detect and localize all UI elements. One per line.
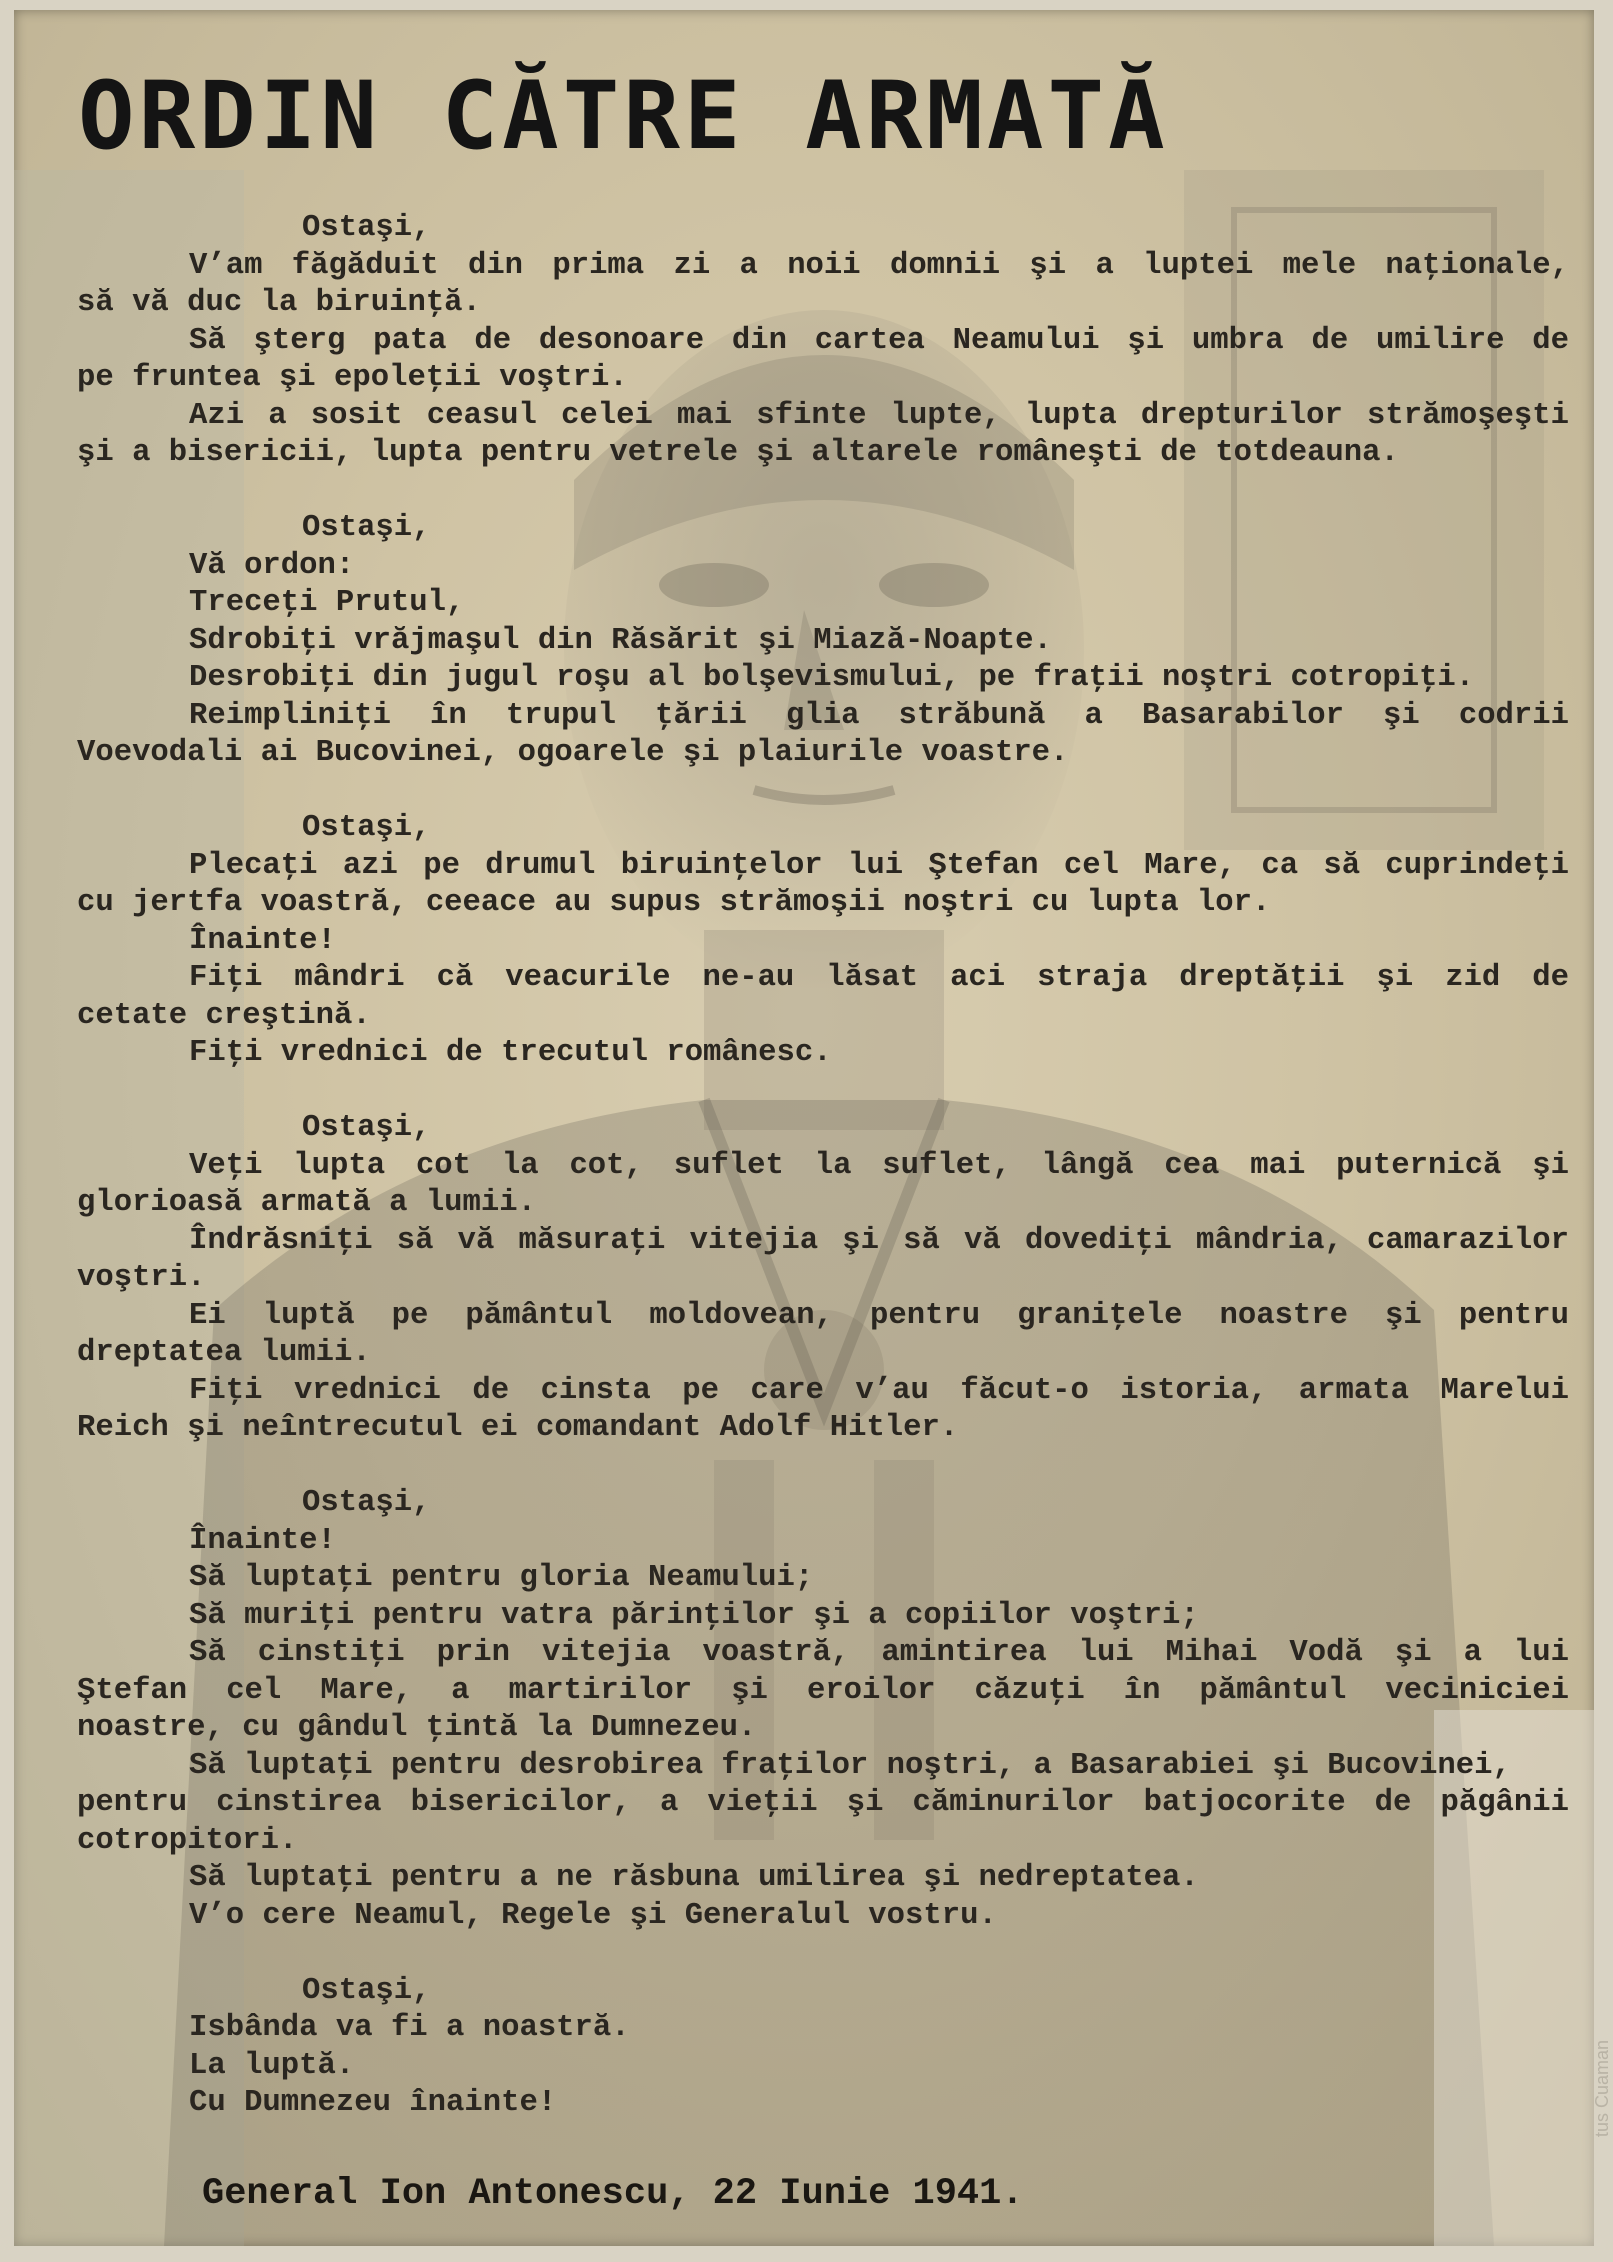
text-line: Desrobiţi din jugul roşu al bolşevismului, pe fraţii noştri cotropiţi. (189, 661, 1475, 695)
order-text-body (77, 210, 1569, 2160)
text-line: Cu Dumnezeu înainte! (189, 2086, 557, 2120)
text-line: Înainte! (189, 1523, 336, 1558)
signature-line: General Ion Antonescu, 22 Iunie 1941. (202, 2173, 1024, 2215)
poster-page (14, 10, 1612, 2246)
salutation-line: Ostaşi, (302, 1973, 431, 2008)
text-line: glorioasă armată a lumii. (77, 1186, 536, 1220)
text-line: dreptatea lumii. (77, 1336, 371, 1370)
text-line: V’am făgăduit din prima zi a noii domnii şi a luptei mele naţionale, (189, 248, 1569, 283)
text-line: Reimpliniţi în trupul ţării glia străbună a Basarabilor şi codrii (189, 698, 1569, 733)
text-line: Fiţi mândri că veacurile ne-au lăsat aci straja dreptăţii şi zid de (189, 961, 1569, 995)
text-line: şi a bisericii, lupta pentru vetrele şi altarele româneşti de totdeauna. (77, 436, 1399, 470)
text-line: La luptă. (189, 2048, 355, 2083)
text-line: cu jertfa voastră, ceeace au supus strămoşii noştri cu lupta lor. (77, 886, 1271, 920)
stanza (77, 810, 1569, 1073)
stanza (77, 1110, 1569, 1448)
text-line: cotropitori. (77, 1823, 298, 1858)
salutation-line: Ostaşi, (302, 1111, 431, 1145)
text-line: Să şterg pata de desonoare din cartea Neamului şi umbra de umilire de (189, 323, 1569, 358)
text-line: Sdrobiţi vrăjmaşul din Răsărit şi Miază-Noapte. (189, 623, 1052, 658)
stanza (77, 510, 1569, 773)
stanza (77, 1973, 1569, 2123)
text-line: pe fruntea şi epoleţii voştri. (77, 361, 628, 395)
text-line: Ei luptă pe pământul moldovean, pentru graniţele noastre şi pentru (189, 1298, 1569, 1333)
text-line: Treceţi Prutul, (189, 586, 465, 620)
text-line: să vă duc la biruinţă. (77, 286, 481, 320)
salutation-line: Ostaşi, (302, 1486, 431, 1520)
salutation-line: Ostaşi, (302, 811, 431, 845)
text-line: Vă ordon: (189, 548, 355, 583)
text-line: Plecaţi azi pe drumul biruinţelor lui Ştefan cel Mare, ca să cuprindeţi (189, 848, 1569, 883)
text-line: Azi a sosit ceasul celei mai sfinte lupte, lupta drepturilor strămoşeşti (189, 398, 1569, 433)
text-line: Voevodali ai Bucovinei, ogoarele şi plaiurile voastre. (77, 736, 1069, 770)
text-line: Reich şi neîntrecutul ei comandant Adolf Hitler. (77, 1411, 959, 1445)
page-title: ORDIN CĂTRE ARMATĂ (78, 62, 1169, 171)
text-line: pentru cinstirea bisericilor, a vieţii şi căminurilor batjocorite de păgânii (77, 1786, 1569, 1820)
text-line: Veţi lupta cot la cot, suflet la suflet, lângă cea mai puternică şi (189, 1148, 1569, 1183)
text-line: Fiţi vrednici de cinsta pe care v’au făcut-o istoria, armata Marelui (189, 1373, 1569, 1408)
text-line: voştri. (77, 1261, 206, 1295)
text-line: Ştefan cel Mare, a martirilor şi eroilor căzuţi în pământul veciniciei (77, 1673, 1569, 1708)
watermark-text: tus Cuaman (1592, 2040, 1612, 2138)
text-line: Fiţi vrednici de trecutul românesc. (189, 1036, 832, 1070)
text-line: Înainte! (189, 923, 336, 958)
text-line: V’o cere Neamul, Regele şi Generalul vostru. (189, 1898, 997, 1933)
text-line: noastre, cu gândul ţintă la Dumnezeu. (77, 1711, 757, 1745)
salutation-line: Ostaşi, (302, 211, 431, 245)
text-line: Isbânda va fi a noastră. (189, 2011, 630, 2045)
text-line: Să luptaţi pentru gloria Neamului; (189, 1561, 814, 1595)
stanza (77, 210, 1569, 473)
salutation-line: Ostaşi, (302, 511, 431, 545)
text-line: Să muriţi pentru vatra părinţilor şi a copiilor voştri; (189, 1598, 1199, 1633)
text-line: Să luptaţi pentru desrobirea fraţilor noştri, a Basarabiei şi Bucovinei, (189, 1748, 1511, 1783)
text-line: Să cinstiţi prin vitejia voastră, amintirea lui Mihai Vodă şi a lui (189, 1636, 1569, 1670)
text-line: cetate creştină. (77, 998, 371, 1033)
text-line: Îndrăsniţi să vă măsuraţi vitejia şi să vă dovediţi mândria, camarazilor (189, 1223, 1569, 1258)
text-line: Să luptaţi pentru a ne răsbuna umilirea şi nedreptatea. (189, 1861, 1199, 1895)
stanza (77, 1485, 1569, 1935)
